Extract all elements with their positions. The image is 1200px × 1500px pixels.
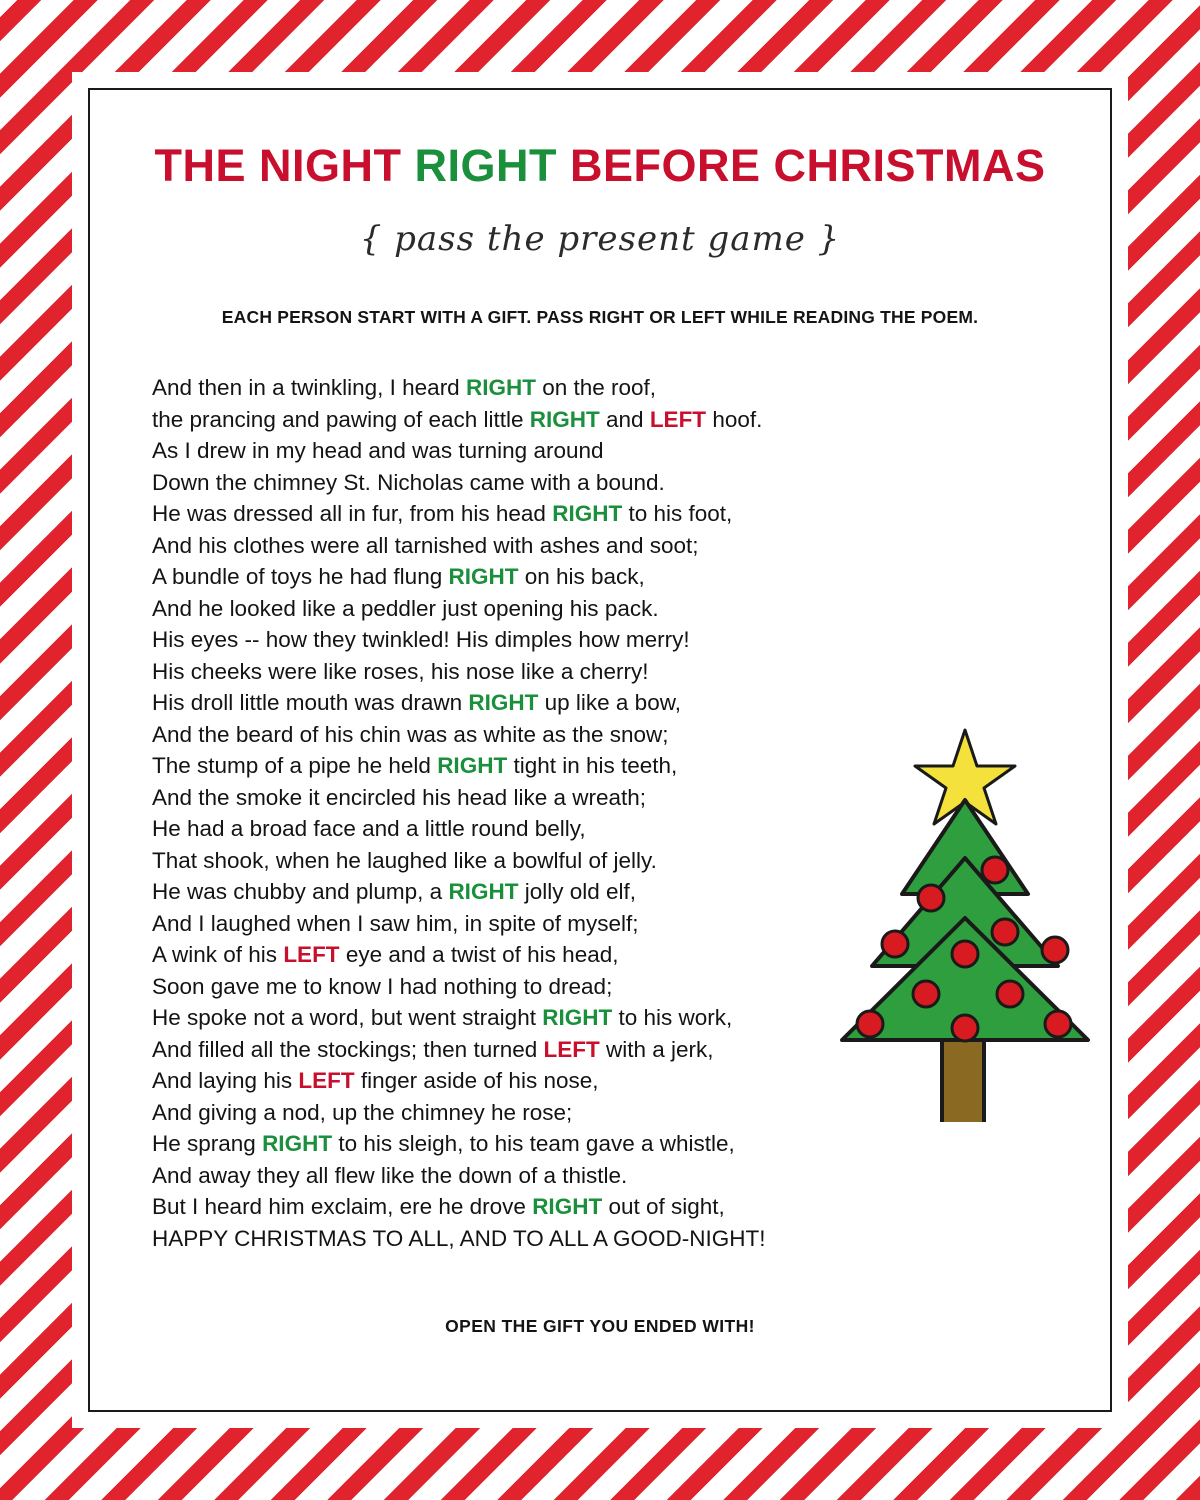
poem-text-segment: His droll little mouth was drawn (152, 690, 469, 716)
poem-text-segment: to his work, (612, 1005, 733, 1031)
keyword-right: RIGHT (437, 753, 508, 779)
keyword-left: LEFT (298, 1068, 355, 1094)
poem-line (152, 1034, 1080, 1066)
poem-line (152, 593, 1080, 625)
poem-text (152, 372, 1080, 1254)
poem-line (152, 498, 1080, 530)
poem-text-segment: on the roof, (535, 375, 657, 401)
poem-line (152, 813, 1080, 845)
poem-text-segment: A wink of his (152, 942, 284, 968)
keyword-right: RIGHT (465, 375, 536, 401)
poem-text-segment: The stump of a pipe he held (152, 753, 438, 779)
poem-text-segment: And filled all the stockings; then turned (152, 1036, 544, 1062)
content-frame (88, 88, 1112, 1412)
poem-text-segment: But I heard him exclaim, ere he drove (152, 1194, 533, 1220)
poem-line (152, 624, 1080, 656)
poem-line (152, 1223, 1080, 1255)
title-segment-right: RIGHT (414, 140, 557, 191)
poem-text-segment: That shook, when he laughed like a bowlful of jelly. (152, 847, 657, 873)
poem-text-segment: And away they all flew like the down of a thistle. (152, 1162, 628, 1188)
poem-text-segment: up like a bow, (538, 690, 681, 716)
page-title (90, 142, 1110, 189)
poem-text-segment: tight in his teeth, (507, 753, 678, 779)
poem-text-segment: And his clothes were all tarnished with ashes and soot; (152, 532, 699, 558)
poem-text-segment: hoof. (706, 406, 763, 432)
poem-line (152, 467, 1080, 499)
keyword-right: RIGHT (529, 406, 600, 432)
title-segment-3: BEFORE CHRISTMAS (556, 140, 1046, 191)
poem-line (152, 530, 1080, 562)
instructions-text: EACH PERSON START WITH A GIFT. PASS RIGHT OR LEFT WHILE READING THE POEM. (221, 307, 979, 328)
poem-text-segment: He spoke not a word, but went straight (152, 1005, 543, 1031)
poem-line (152, 750, 1080, 782)
keyword-left: LEFT (649, 406, 707, 432)
poem-text-segment: the prancing and pawing of each little (152, 406, 530, 432)
poem-line (152, 908, 1080, 940)
poem-line (152, 1160, 1080, 1192)
poem-text-segment: jolly old elf, (518, 879, 636, 905)
poem-line (152, 719, 1080, 751)
poem-text-segment: And I laughed when I saw him, in spite of myself; (152, 910, 639, 936)
poem-text-segment: His cheeks were like roses, his nose like a cherry! (152, 658, 649, 684)
poem-text-segment: to his sleigh, to his team gave a whistle, (332, 1131, 735, 1157)
poem-text-segment: out of sight, (602, 1194, 725, 1220)
poem-text-segment: Down the chimney St. Nicholas came with a bound. (152, 469, 665, 495)
poem-line (152, 404, 1080, 436)
poem-line (152, 1065, 1080, 1097)
poem-text-segment: And giving a nod, up the chimney he rose; (152, 1099, 573, 1125)
poem-text-segment: with a jerk, (599, 1036, 714, 1062)
keyword-right: RIGHT (468, 690, 539, 716)
poem-line (152, 876, 1080, 908)
poem-line (152, 782, 1080, 814)
poem-line (152, 1097, 1080, 1129)
poem-text-segment: He sprang (152, 1131, 263, 1157)
poem-text-segment: He had a broad face and a little round belly, (152, 816, 586, 842)
keyword-right: RIGHT (532, 1194, 603, 1220)
keyword-right: RIGHT (552, 501, 623, 527)
poem-text-segment: He was chubby and plump, a (152, 879, 449, 905)
poem-line (152, 939, 1080, 971)
poem-line (152, 971, 1080, 1003)
poem-text-segment: and (599, 406, 650, 432)
poem-text-segment: And then in a twinkling, I heard (152, 375, 466, 401)
poem-line (152, 561, 1080, 593)
poem-line (152, 845, 1080, 877)
page-subtitle: { pass the present game } (359, 219, 841, 260)
keyword-right: RIGHT (262, 1131, 333, 1157)
poem-section (90, 372, 1110, 1254)
title-segment-1: THE NIGHT (154, 140, 415, 191)
poem-text-segment: He was dressed all in fur, from his head (152, 501, 553, 527)
poem-text-segment: Soon gave me to know I had nothing to dread; (152, 973, 613, 999)
poem-line (152, 372, 1080, 404)
keyword-left: LEFT (283, 942, 340, 968)
poem-text-segment: His eyes -- how they twinkled! His dimples how merry! (152, 627, 690, 653)
poem-line (152, 656, 1080, 688)
poem-text-segment: eye and a twist of his head, (339, 942, 619, 968)
poem-text-segment: to his foot, (622, 501, 733, 527)
poem-text-segment: HAPPY CHRISTMAS TO ALL, AND TO ALL A GOOD-NIGHT! (152, 1225, 766, 1251)
poem-line (152, 1128, 1080, 1160)
keyword-right: RIGHT (542, 1005, 613, 1031)
keyword-left: LEFT (543, 1036, 600, 1062)
poem-text-segment: And the beard of his chin was as white as the snow; (152, 721, 669, 747)
poem-line (152, 687, 1080, 719)
poem-text-segment: And laying his (152, 1068, 299, 1094)
poem-line (152, 1191, 1080, 1223)
poem-text-segment: As I drew in my head and was turning around (152, 438, 604, 464)
footer-text: OPEN THE GIFT YOU ENDED WITH! (445, 1316, 755, 1337)
poem-text-segment: on his back, (518, 564, 645, 590)
poem-text-segment: And he looked like a peddler just opening his pack. (152, 595, 659, 621)
poem-text-segment: finger aside of his nose, (354, 1068, 599, 1094)
poem-line (152, 1002, 1080, 1034)
poem-line (152, 435, 1080, 467)
keyword-right: RIGHT (448, 879, 519, 905)
keyword-right: RIGHT (448, 564, 519, 590)
poem-text-segment: And the smoke it encircled his head like a wreath; (152, 784, 647, 810)
poem-text-segment: A bundle of toys he had flung (152, 564, 449, 590)
